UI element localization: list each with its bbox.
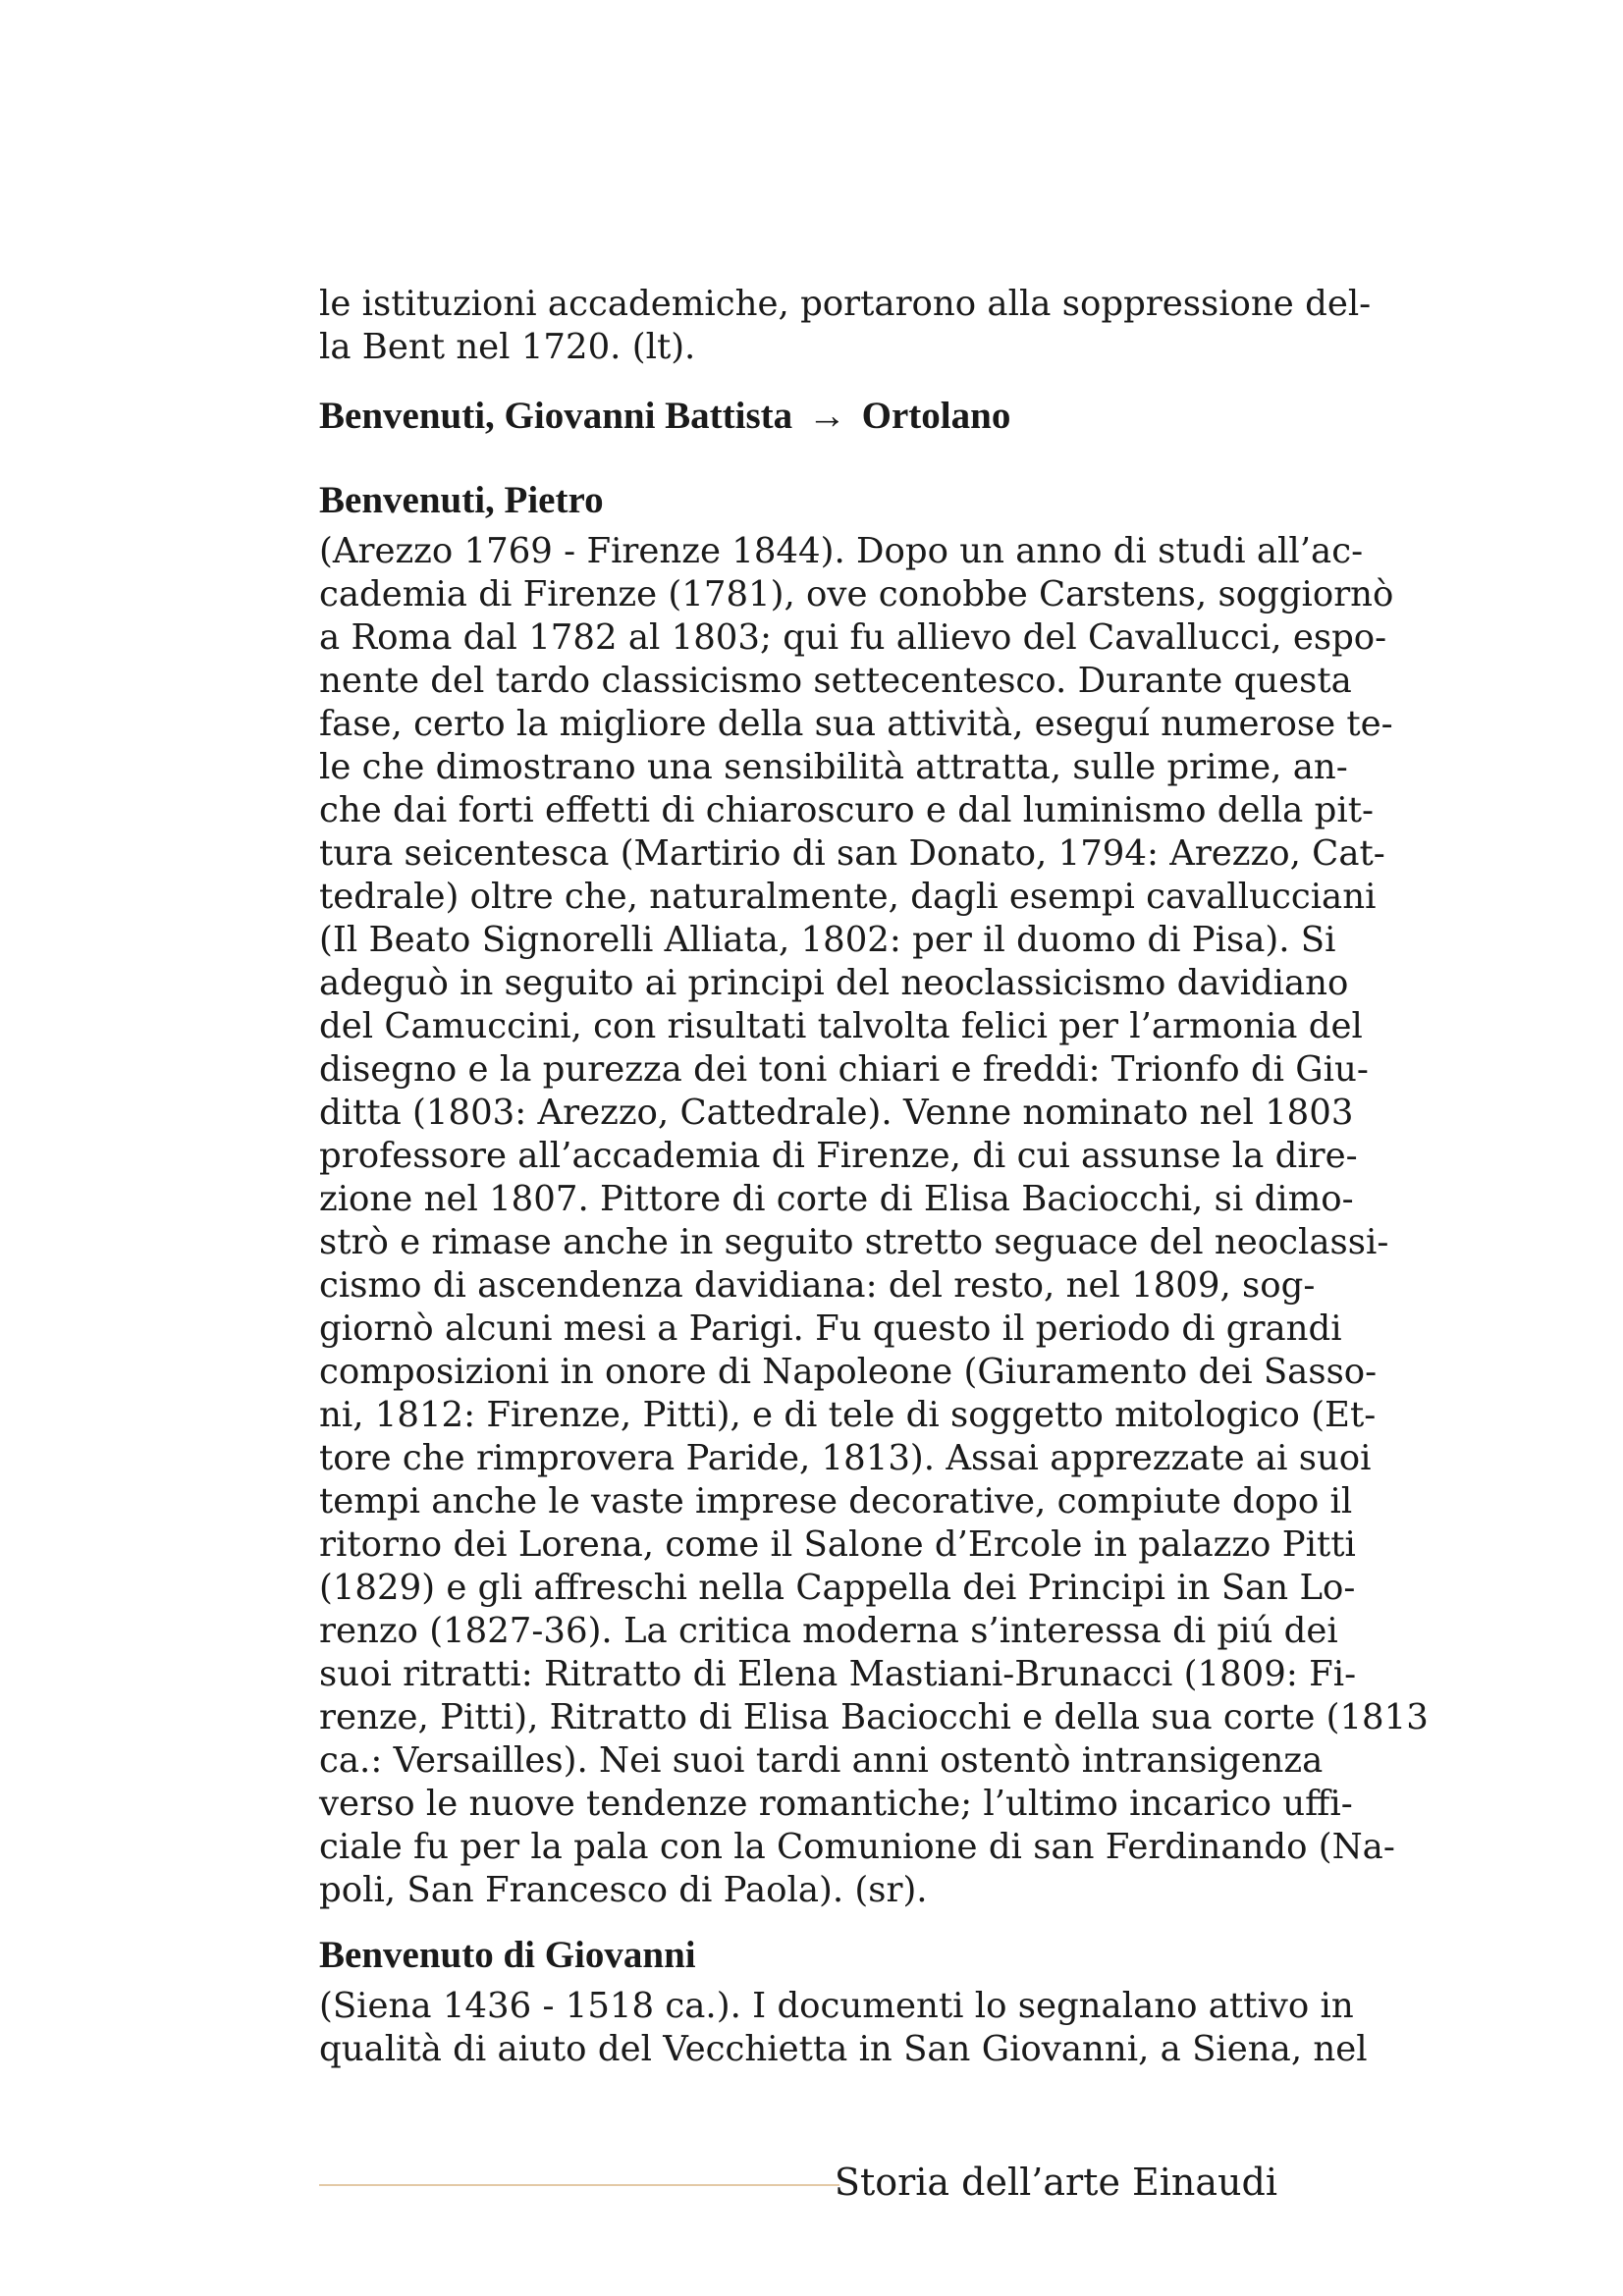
footer-rule <box>319 2184 839 2186</box>
entry-reference: Ortolano <box>861 395 1011 437</box>
entry-heading-benvenuti-pietro: Benvenuti, Pietro <box>319 479 604 521</box>
entry-title: Benvenuti, Giovanni Battista <box>319 395 793 437</box>
body-line: disegno e la purezza dei toni chiari e freddi: Trionfo di Giu- <box>319 1049 1369 1090</box>
body-line: (Arezzo 1769 - Firenze 1844). Dopo un anno di studi all’ac- <box>319 531 1364 571</box>
body-line: ca.: Versailles). Nei suoi tardi anni ostentò intransigenza <box>319 1740 1324 1781</box>
body-line: composizioni in onore di Napoleone (Giuramento dei Sasso- <box>319 1352 1378 1392</box>
footer-publication-title: Storia dell’arte Einaudi <box>834 2161 1277 2204</box>
body-line: (Siena 1436 - 1518 ca.). I documenti lo segnalano attivo in <box>319 1986 1354 2026</box>
body-line: ditta (1803: Arezzo, Cattedrale). Venne nominato nel 1803 <box>319 1093 1354 1133</box>
intro-line: la Bent nel 1720. (lt). <box>319 327 696 367</box>
body-line: che dai forti effetti di chiaroscuro e dal luminismo della pit- <box>319 790 1374 830</box>
body-line: (1829) e gli affreschi nella Cappella dei Principi in San Lo- <box>319 1568 1356 1608</box>
body-line: renze, Pitti), Ritratto di Elisa Baciocchi e della sua corte (1813 <box>319 1697 1429 1737</box>
body-line: poli, San Francesco di Paola). (sr). <box>319 1870 928 1910</box>
body-line: strò e rimase anche in seguito stretto seguace del neoclassi- <box>319 1222 1389 1262</box>
body-line: (Il Beato Signorelli Alliata, 1802: per il duomo di Pisa). Si <box>319 920 1336 960</box>
body-line: renzo (1827-36). La critica moderna s’interessa di piú dei <box>319 1611 1338 1651</box>
body-line: a Roma dal 1782 al 1803; qui fu allievo del Cavallucci, espo- <box>319 617 1387 658</box>
entry-heading-benvenuto-di-giovanni: Benvenuto di Giovanni <box>319 1934 696 1976</box>
body-line: le che dimostrano una sensibilità attratta, sulle prime, an- <box>319 747 1348 787</box>
body-line: professore all’accademia di Firenze, di cui assunse la dire- <box>319 1136 1358 1176</box>
body-line: verso le nuove tendenze romantiche; l’ultimo incarico uffi- <box>319 1784 1353 1824</box>
body-line: giornò alcuni mesi a Parigi. Fu questo il periodo di grandi <box>319 1308 1342 1349</box>
body-line: suoi ritratti: Ritratto di Elena Mastiani-Brunacci (1809: Fi- <box>319 1654 1357 1694</box>
body-line: ni, 1812: Firenze, Pitti), e di tele di soggetto mitologico (Et- <box>319 1395 1377 1435</box>
see-reference-arrow-icon: → <box>807 395 846 437</box>
body-line: adeguò in seguito ai principi del neoclassicismo davidiano <box>319 963 1349 1003</box>
body-line: cismo di ascendenza davidiana: del resto, nel 1809, sog- <box>319 1265 1316 1306</box>
body-line: tedrale) oltre che, naturalmente, dagli esempi cavallucciani <box>319 877 1377 917</box>
entry-heading-benvenuti-giovanni-battista <box>319 393 1010 440</box>
body-line: zione nel 1807. Pittore di corte di Elisa Baciocchi, si dimo- <box>319 1179 1354 1219</box>
intro-line: le istituzioni accademiche, portarono alla soppressione del- <box>319 284 1372 324</box>
body-line: tore che rimprovera Paride, 1813). Assai apprezzate ai suoi <box>319 1438 1372 1478</box>
body-line: nente del tardo classicismo settecentesco. Durante questa <box>319 661 1352 701</box>
body-line: qualità di aiuto del Vecchietta in San Giovanni, a Siena, nel <box>319 2029 1368 2069</box>
body-line: ciale fu per la pala con la Comunione di san Ferdinando (Na- <box>319 1827 1395 1867</box>
body-line: cademia di Firenze (1781), ove conobbe Carstens, soggiornò <box>319 574 1394 614</box>
body-line: fase, certo la migliore della sua attività, eseguí numerose te- <box>319 704 1393 744</box>
body-line: tura seicentesca (Martirio di san Donato, 1794: Arezzo, Cat- <box>319 833 1385 874</box>
body-line: tempi anche le vaste imprese decorative, compiute dopo il <box>319 1481 1353 1522</box>
body-line: ritorno dei Lorena, come il Salone d’Ercole in palazzo Pitti <box>319 1524 1356 1565</box>
body-line: del Camuccini, con risultati talvolta felici per l’armonia del <box>319 1006 1363 1046</box>
